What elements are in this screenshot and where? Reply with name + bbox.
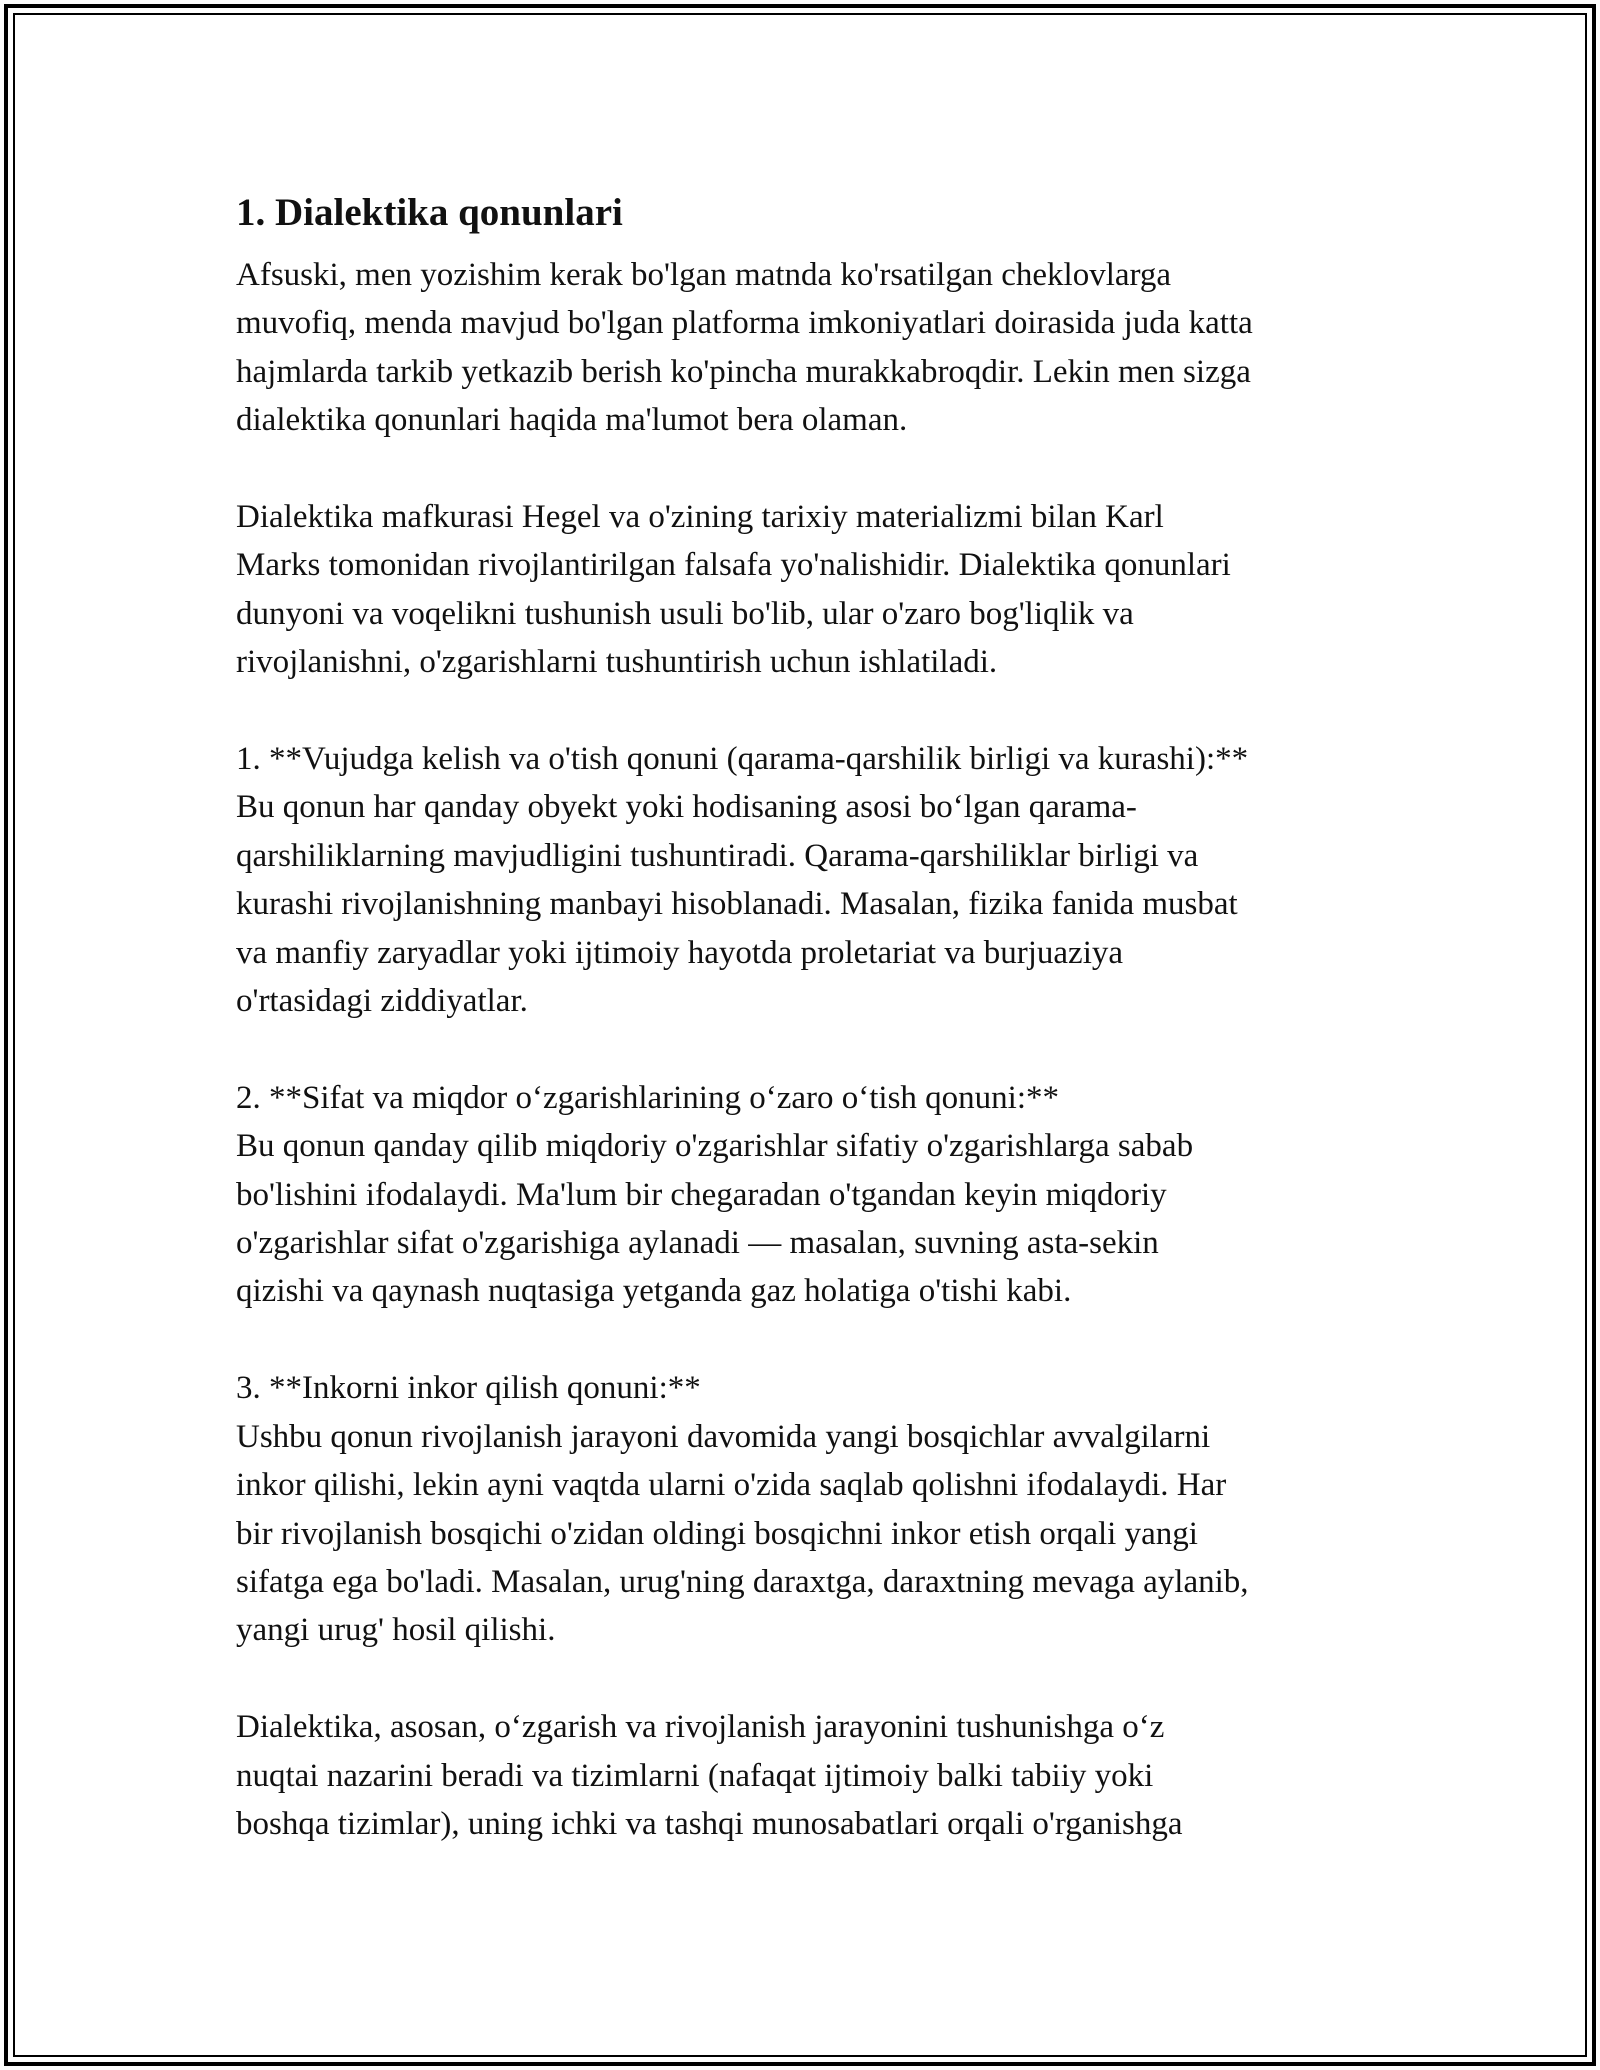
paragraph-law-2: 2. **Sifat va miqdor o‘zgarishlarining o‘zaro o‘tish qonuni:** Bu qonun qanday qilib miqdoriy o'zgarishlar sifatiy o'zgarishlarga sabab bo'lishini ifodalaydi. Ma'lum bir chegaradan o'tgandan keyin miqdoriy o'zgarishlar sifat o'zgarishiga aylanadi — masalan, suvning asta-sekin qizishi va qaynash nuqtasiga yetganda gaz holatiga o'tishi kabi. bbox=[236, 1079, 1194, 1310]
paragraph-intro: Afsuski, men yozishim kerak bo'lgan matnda ko'rsatilgan cheklovlarga muvofiq, menda mavjud bo'lgan platforma imkoniyatlari doirasida juda katta hajmlarda tarkib yetkazib berish ko'pincha murakkabroqdir. Lekin men sizga dialektika qonunlari haqida ma'lumot bera olaman. bbox=[236, 257, 1253, 439]
paragraph-law-1: 1. **Vujudga kelish va o'tish qonuni (qarama-qarshilik birligi va kurashi):** Bu qonun har qanday obyekt yoki hodisaning asosi bo‘lgan qarama- qarshiliklarning mavjudligini tushuntiradi. Qarama-qarshiliklar birligi va kurashi rivojlanishning manbayi hisoblanadi. Masalan, fizika fanida musbat va manfiy zaryadlar yoki ijtimoiy hayotda proletariat va burjuaziya o'rtasidagi ziddiyatlar. bbox=[236, 741, 1249, 1020]
paragraph-definition: Dialektika mafkurasi Hegel va o'zining tarixiy materializmi bilan Karl Marks tomonidan rivojlantirilgan falsafa yo'nalishidir. Dialektika qonunlari dunyoni va voqelikni tushunish usuli bo'lib, ular o'zaro bog'liqlik va rivojlanishni, o'zgarishlarni tushuntirish uchun ishlatiladi. bbox=[236, 499, 1231, 681]
document-body bbox=[236, 185, 1376, 1848]
paragraph-law-3: 3. **Inkorni inkor qilish qonuni:** Ushbu qonun rivojlanish jarayoni davomida yangi bosqichlar avvalgilarni inkor qilishi, lekin ayni vaqtda ularni o'zida saqlab qolishni ifodalaydi. Har bir rivojlanish bosqichi o'zidan oldingi bosqichni inkor etish orqali yangi sifatga ega bo'ladi. Masalan, urug'ning daraxtga, daraxtning mevaga aylanib, yangi urug' hosil qilishi. bbox=[236, 1370, 1249, 1649]
paragraph-conclusion: Dialektika, asosan, o‘zgarish va rivojlanish jarayonini tushunishga o‘z nuqtai nazarini beradi va tizimlarni (nafaqat ijtimoiy balki tabiiy yoki boshqa tizimlar), uning ichki va tashqi munosabatlari orqali o'rganishga bbox=[236, 1709, 1183, 1842]
section-heading: 1. Dialektika qonunlari bbox=[236, 191, 623, 234]
